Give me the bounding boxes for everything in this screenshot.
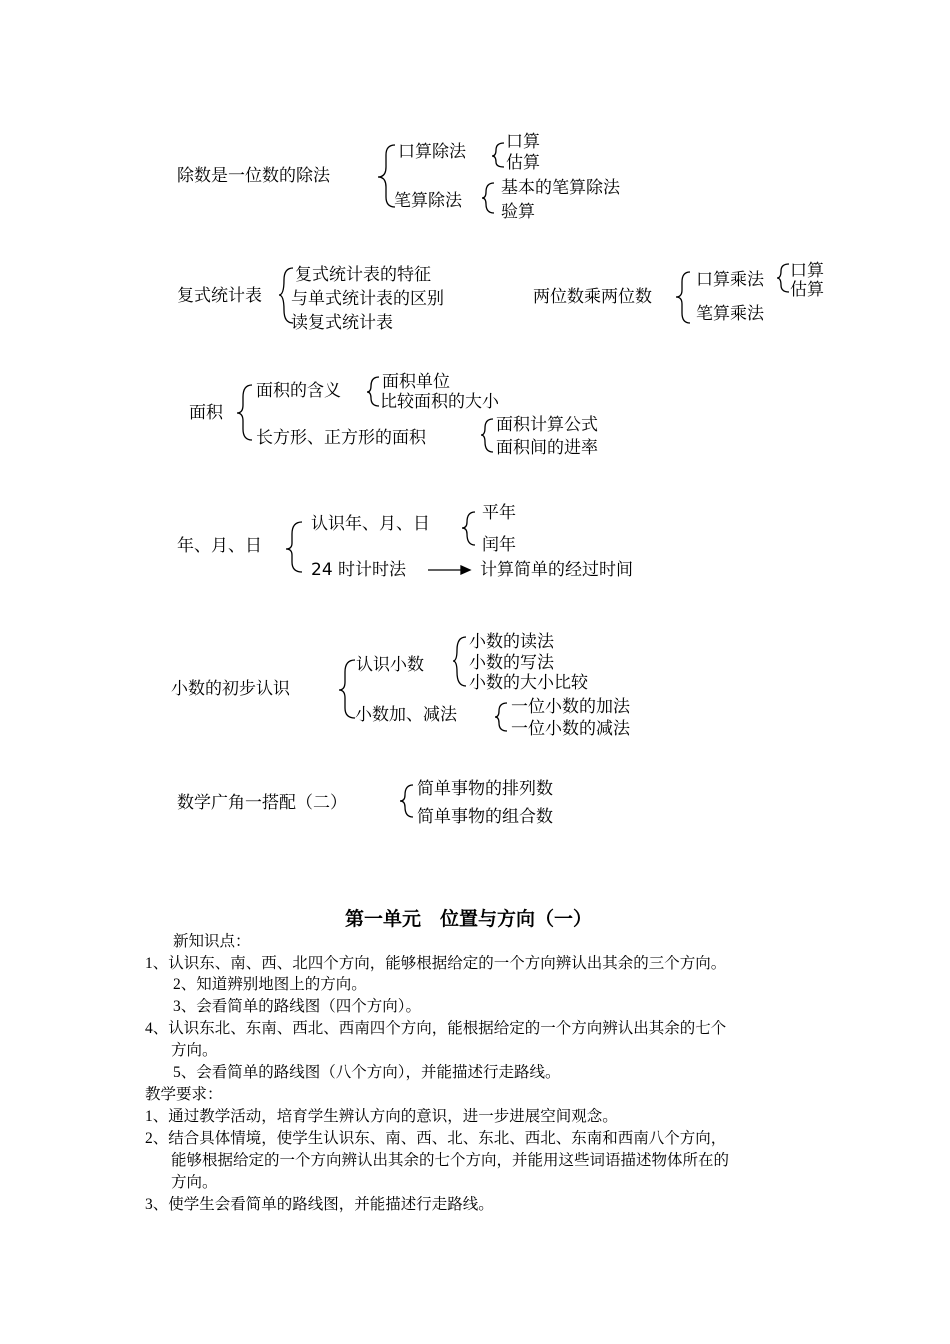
- ymd-root: 年、月、日: [177, 536, 262, 556]
- ymd-know-item: 平年: [482, 503, 516, 523]
- combo-root: 数学广角一搭配（二）: [177, 793, 347, 813]
- combo-item: 简单事物的组合数: [417, 807, 553, 827]
- req-item: 3、使学生会看简单的路线图，并能描述行走路线。: [145, 1196, 494, 1213]
- ymd-clock-result: 计算简单的经过时间: [480, 560, 633, 580]
- division-root: 除数是一位数的除法: [177, 166, 330, 186]
- unit-title: 第一单元 位置与方向（一）: [345, 909, 593, 930]
- area-rect: 长方形、正方形的面积: [256, 428, 426, 448]
- point-item: 2、知道辨别地图上的方向。: [173, 976, 367, 993]
- area-rect-item: 面积间的进率: [496, 438, 598, 458]
- mult-mental-item: 口算: [790, 261, 824, 281]
- new-points-label: 新知识点：: [173, 933, 251, 950]
- req-item: 2、结合具体情境，使学生认识东、南、西、北、东北、西北、东南和西南八个方向，: [145, 1130, 727, 1147]
- point-item: 3、会看简单的路线图（四个方向）。: [173, 998, 422, 1015]
- decimal-know: 认识小数: [356, 655, 424, 675]
- table-root: 复式统计表: [177, 286, 262, 306]
- point-item: 方向。: [171, 1042, 218, 1059]
- division-written-item: 基本的笔算除法: [501, 178, 620, 198]
- decimal-root: 小数的初步认识: [171, 679, 290, 699]
- req-label: 教学要求：: [145, 1086, 223, 1103]
- decimal-know-item: 小数的写法: [469, 653, 554, 673]
- mult-mental-item: 估算: [790, 280, 824, 300]
- area-meaning-item: 比较面积的大小: [380, 392, 499, 412]
- table-item: 读复式统计表: [291, 313, 393, 333]
- area-meaning: 面积的含义: [256, 381, 341, 401]
- ymd-know: 认识年、月、日: [311, 514, 430, 534]
- decimal-know-item: 小数的大小比较: [469, 673, 588, 693]
- decimal-ops-item: 一位小数的减法: [511, 719, 630, 739]
- decimal-ops-item: 一位小数的加法: [511, 697, 630, 717]
- division-mental: 口算除法: [398, 142, 466, 162]
- division-mental-item: 口算: [506, 132, 540, 152]
- division-written-item: 验算: [501, 202, 535, 222]
- decimal-ops: 小数加、减法: [355, 705, 457, 725]
- table-item: 复式统计表的特征: [295, 265, 431, 285]
- area-meaning-item: 面积单位: [382, 372, 450, 392]
- mult-root: 两位数乘两位数: [533, 287, 652, 307]
- area-root: 面积: [189, 403, 223, 423]
- mult-mental: 口算乘法: [696, 270, 764, 290]
- division-mental-item: 估算: [506, 153, 540, 173]
- point-item: 5、会看简单的路线图（八个方向），并能描述行走路线。: [173, 1064, 561, 1081]
- decimal-know-item: 小数的读法: [469, 632, 554, 652]
- ymd-clock: 24 时计时法: [311, 560, 407, 580]
- ymd-know-item: 闰年: [482, 535, 516, 555]
- combo-item: 简单事物的排列数: [417, 779, 553, 799]
- req-item: 方向。: [171, 1174, 218, 1191]
- req-item: 能够根据给定的一个方向辨认出其余的七个方向，并能用这些词语描述物体所在的: [171, 1152, 730, 1169]
- table-item: 与单式统计表的区别: [291, 289, 444, 309]
- division-written: 笔算除法: [394, 191, 462, 211]
- area-rect-item: 面积计算公式: [496, 415, 598, 435]
- mult-written: 笔算乘法: [696, 304, 764, 324]
- point-item: 1、认识东、南、西、北四个方向，能够根据给定的一个方向辨认出其余的三个方向。: [145, 955, 727, 972]
- point-item: 4、认识东北、东南、西北、西南四个方向，能根据给定的一个方向辨认出其余的七个: [145, 1020, 727, 1037]
- req-item: 1、通过教学活动，培育学生辨认方向的意识，进一步进展空间观念。: [145, 1108, 618, 1125]
